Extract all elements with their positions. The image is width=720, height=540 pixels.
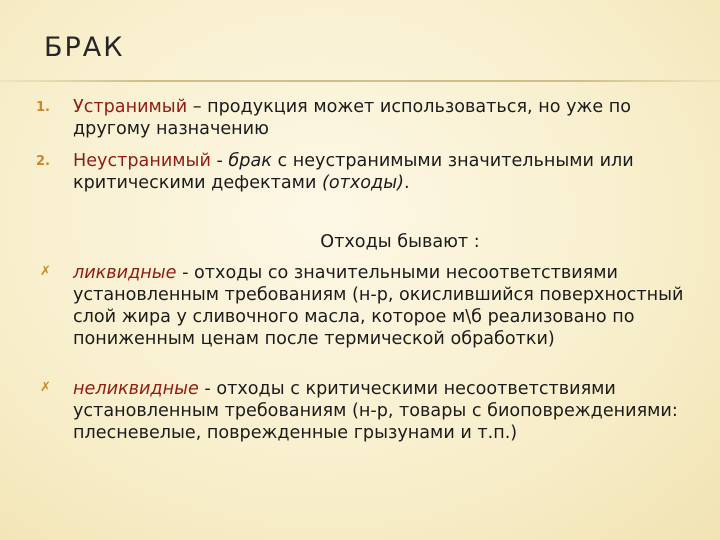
bullet-text [73,378,703,444]
term-removable: Устранимый [73,97,188,117]
bullet-description: - отходы с критическими несоответствиями установленным требованиям (н-р, товары с биоповреждениями: плесневелые, поврежденные грызунами и т.п.) [73,379,678,443]
item-text [73,150,703,194]
term-separator: - [210,151,229,171]
bullet-text [73,262,703,350]
item-description: – продукция может использоваться, но уже по другому назначению [73,97,632,139]
term-irremovable: Неустранимый [73,151,211,171]
title-divider [0,80,720,82]
item-end-punct: . [403,173,410,193]
term-illiquid: неликвидные [73,379,199,399]
waste-parenthetical: (отходы) [321,173,404,193]
item-text [73,96,703,140]
term-liquid: ликвидные [73,263,177,283]
item-number: 2. [36,154,50,169]
x-mark-icon: ✗ [40,264,51,279]
item-number: 1. [36,100,50,115]
bullet-description: - отходы со значительными несоответствиями установленным требованиям (н-р, окислившийся поверхностный слой жира у сливочного масла, которое м\б реализовано по пониженным ценам после термической обработки) [73,263,684,349]
term-defect: брак [228,151,272,171]
x-mark-icon: ✗ [40,380,51,395]
subheading-text: Отходы бывают : [320,232,480,252]
subheading [0,232,720,252]
item-description: с неустранимыми значительными или критическими дефектами [73,151,634,193]
slide-title: БРАК [44,32,125,63]
